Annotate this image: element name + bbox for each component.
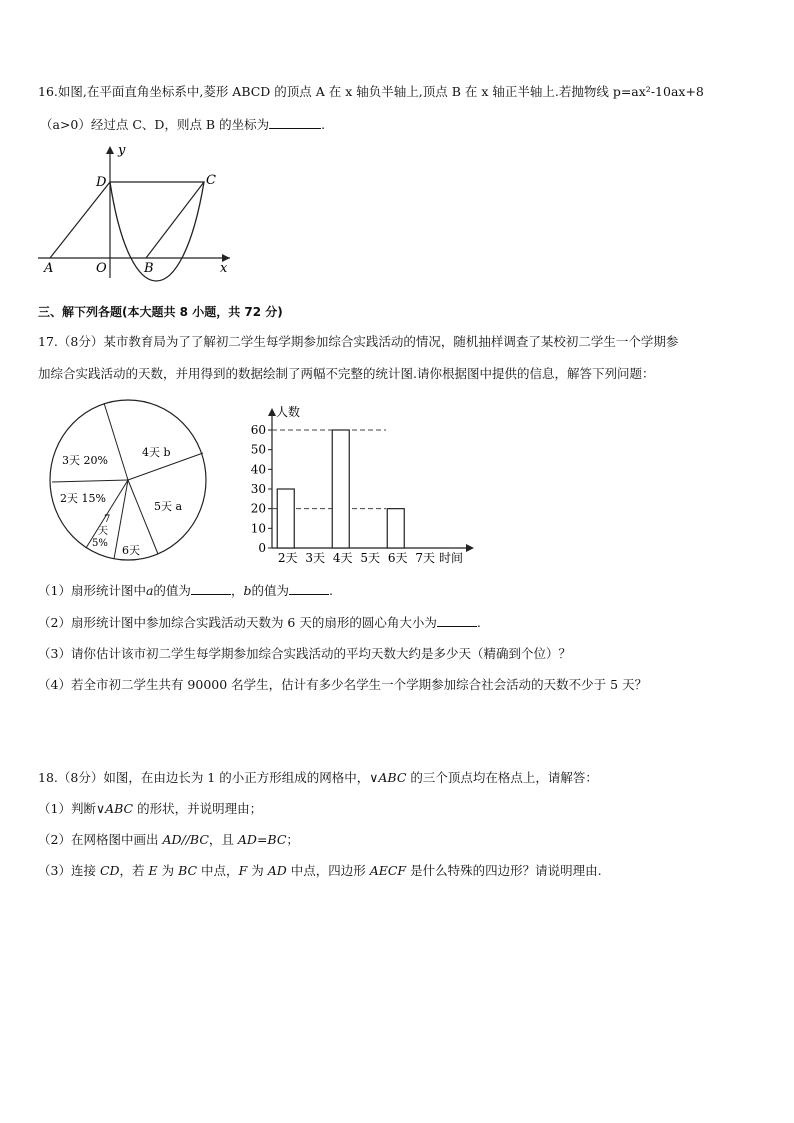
q17-sub1-text: （1）扇形统计图中 xyxy=(38,583,146,598)
q17-sub1-text-2: 的值为 xyxy=(153,583,191,598)
x-tick-label: 3天 xyxy=(305,551,326,565)
x-tick-label: 6天 xyxy=(387,551,408,565)
pie-divider xyxy=(128,480,158,554)
y-tick-label: 20 xyxy=(250,501,266,516)
q16-figure xyxy=(34,142,234,282)
math-ad-equals-bc: AD=BC xyxy=(237,832,287,847)
rhombus-abcd xyxy=(50,182,204,258)
var-a: a xyxy=(145,583,154,598)
x-tick-label: 2天 xyxy=(277,551,298,565)
math-f: F xyxy=(238,863,248,878)
q16-line2-text: （a>0）经过点 C、D，则点 B 的坐标为 xyxy=(40,117,270,132)
pie-label-7days-a: 7 xyxy=(104,514,111,525)
q18-sub1-text: （1）判断 xyxy=(38,801,96,816)
q18-sub2-end: ； xyxy=(286,832,299,847)
q18-sub3-end: 是什么特殊的四边形？请说明理由. xyxy=(406,863,602,878)
label-o: O xyxy=(96,261,107,276)
math-e: E xyxy=(148,863,158,878)
pie-divider xyxy=(52,480,128,482)
x-axis-label: 时间 xyxy=(439,551,464,565)
math-bc: BC xyxy=(178,863,198,878)
y-axis-label: 人数 xyxy=(276,405,301,419)
q18-sub3-text: ，若 xyxy=(119,863,149,878)
label-c: C xyxy=(206,173,216,188)
bar xyxy=(332,430,349,548)
label-y: y xyxy=(118,143,126,158)
q18-sub2-mid: ，且 xyxy=(208,832,238,847)
q16-line2 xyxy=(40,116,325,133)
q18-sub2 xyxy=(38,832,299,848)
triangle-abc: ∨ABC xyxy=(95,801,134,816)
bar xyxy=(387,509,404,548)
y-axis-arrow xyxy=(268,408,276,416)
y-tick-label: 50 xyxy=(250,442,266,457)
parabola xyxy=(110,182,204,281)
q18-line1 xyxy=(38,770,598,786)
q18-sub3 xyxy=(38,863,602,879)
math-ad: AD xyxy=(267,863,287,878)
q17-sub1-text-3: 的值为 xyxy=(251,583,289,598)
q17-line2: 加综合实践活动的天数，并用得到的数据绘制了两幅不完整的统计图.请你根据图中提供的信息，解答下列问题： xyxy=(38,366,655,381)
y-tick-label: 40 xyxy=(250,462,266,477)
label-d: D xyxy=(96,175,107,190)
q18-sub1-end: 的形状，并说明理由； xyxy=(133,801,263,816)
q18-sub3-text: （3）连接 xyxy=(38,863,100,878)
y-axis-arrow xyxy=(106,146,114,154)
pie-label-3days: 3天 20% xyxy=(62,454,108,467)
y-tick-label: 30 xyxy=(250,482,266,496)
blank-a xyxy=(191,582,231,595)
q18-sub3-text: 中点， xyxy=(197,863,239,878)
q18-sub1 xyxy=(38,801,262,817)
q17-sub1-end: . xyxy=(328,583,333,598)
x-tick-label: 5天 xyxy=(360,551,381,565)
q16-answer-blank xyxy=(269,116,321,129)
q18-sub3-text: 为 xyxy=(247,863,268,878)
q17-sub1-comma: ， xyxy=(230,583,244,598)
pie-label-7days-b: 天 xyxy=(98,526,108,537)
q18-sub3-text: 中点，四边形 xyxy=(286,863,370,878)
label-a: A xyxy=(44,261,54,276)
pie-label-4days: 4天 b xyxy=(142,446,171,459)
pie-label-5days: 5天 a xyxy=(154,500,183,513)
pie-chart xyxy=(46,396,216,566)
q17-line1: 17.（8分）某市教育局为了了解初二学生每学期参加综合实践活动的情况，随机抽样调查了某校初二学生一个学期参 xyxy=(38,334,679,349)
y-tick-label: 60 xyxy=(250,423,266,437)
q17-sub2 xyxy=(38,614,481,631)
math-aecf: AECF xyxy=(369,863,407,878)
y-tick-label: 10 xyxy=(250,521,266,536)
q17-sub3: （3）请你估计该市初二学生每学期参加综合实践活动的平均天数大约是多少天（精确到个位）？ xyxy=(38,646,571,661)
pie-divider xyxy=(104,403,128,480)
bar-chart xyxy=(240,398,480,570)
q17-sub1 xyxy=(38,582,333,599)
x-tick-label: 7天 xyxy=(415,551,436,565)
pie-label-2days: 2天 15% xyxy=(60,492,106,505)
q17-sub2-text: （2）扇形统计图中参加综合实践活动天数为 6 天的扇形的圆心角大小为 xyxy=(38,615,437,630)
label-x: x xyxy=(220,261,228,276)
math-cd: CD xyxy=(99,863,120,878)
var-b: b xyxy=(243,583,252,598)
section-3-title: 三、解下列各题(本大题共 8 小题，共 72 分) xyxy=(38,305,283,319)
q16-line1: 16.如图,在平面直角坐标系中,菱形 ABCD 的顶点 A 在 x 轴负半轴上,顶点 B 在 x 轴正半轴上.若抛物线 p=ax²-10ax+8 xyxy=(38,84,704,99)
bar xyxy=(277,489,294,548)
label-b: B xyxy=(144,261,154,276)
pie-label-6days: 6天 xyxy=(122,544,140,557)
blank-b xyxy=(289,582,329,595)
pie-label-7days-c: 5% xyxy=(92,538,108,549)
triangle-abc: ∨ABC xyxy=(369,770,407,785)
x-axis-arrow xyxy=(466,544,474,552)
blank-angle xyxy=(437,614,477,627)
q16-line2-end: . xyxy=(321,117,326,132)
q18-sub3-text: 为 xyxy=(157,863,179,878)
q17-sub2-end: . xyxy=(476,615,481,630)
math-ad-parallel-bc: AD//BC xyxy=(162,832,209,847)
q18-line1-end: 的三个顶点均在格点上，请解答： xyxy=(406,770,598,785)
q17-sub4: （4）若全市初二学生共有 90000 名学生，估计有多少名学生一个学期参加综合社会活动的天数不少于 5 天？ xyxy=(38,677,648,692)
y-tick-label: 0 xyxy=(258,541,266,555)
q18-sub2-text: （2）在网格图中画出 xyxy=(38,832,163,847)
x-tick-label: 4天 xyxy=(332,551,353,565)
q18-line1-text: 18.（8分）如图，在由边长为 1 的小正方形组成的网格中， xyxy=(38,770,370,785)
